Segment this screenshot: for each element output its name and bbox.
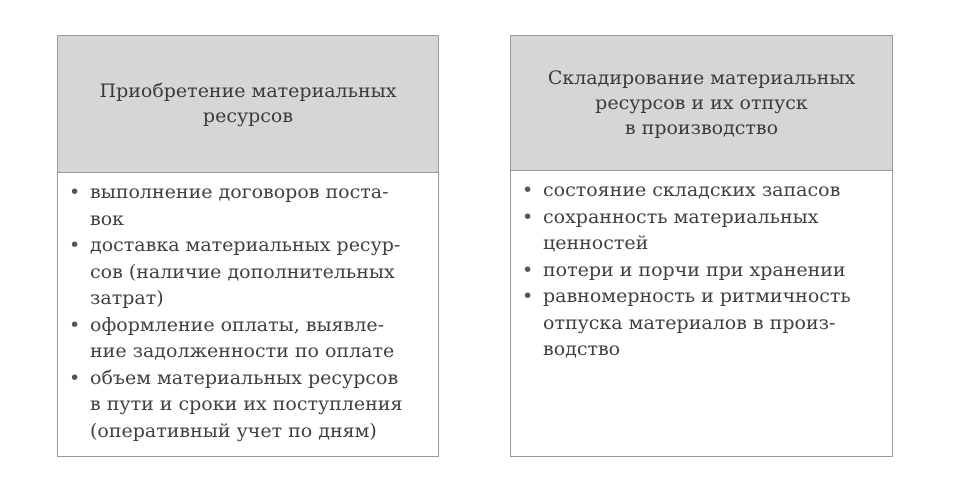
warehousing-panel-header bbox=[511, 36, 892, 171]
list-item-text: доставка материальных ресур- сов (наличие дополнительных затрат) bbox=[90, 234, 401, 309]
list-item bbox=[66, 312, 432, 365]
list-item-text: равномерность и ритмичность отпуска материалов в произ- водство bbox=[543, 285, 851, 360]
list-item bbox=[519, 177, 886, 204]
bullet-icon: • bbox=[522, 258, 534, 281]
bullet-icon: • bbox=[522, 205, 534, 228]
list-item bbox=[66, 365, 432, 445]
bullet-icon: • bbox=[522, 285, 534, 307]
warehousing-panel bbox=[510, 35, 893, 457]
acquisition-panel-title: Приобретение материальных ресурсов bbox=[99, 80, 397, 127]
bullet-icon: • bbox=[522, 179, 534, 201]
acquisition-panel bbox=[57, 35, 439, 457]
bullet-icon: • bbox=[69, 234, 81, 256]
list-item-text: оформление оплаты, выявле- ние задолженности по оплате bbox=[90, 313, 395, 362]
list-item bbox=[66, 179, 432, 232]
list-item bbox=[519, 257, 886, 284]
list-item-text: выполнение договоров поста- вок bbox=[90, 181, 389, 230]
list-item bbox=[66, 232, 432, 312]
bullet-icon: • bbox=[69, 366, 81, 389]
bullet-icon: • bbox=[69, 313, 81, 336]
bullet-icon: • bbox=[69, 181, 81, 203]
warehousing-factor-list bbox=[511, 171, 892, 363]
acquisition-panel-header bbox=[58, 36, 438, 173]
acquisition-factor-list bbox=[58, 173, 438, 444]
list-item-text: потери и порчи при хранении bbox=[543, 258, 846, 281]
list-item-text: объем материальных ресурсов в пути и сроки их поступления (оперативный учет по дням) bbox=[90, 366, 403, 442]
list-item bbox=[519, 283, 886, 363]
list-item bbox=[519, 204, 886, 257]
warehousing-panel-title: Складирование материальных ресурсов и их отпуск в производство bbox=[547, 66, 856, 139]
list-item-text: состояние складских запасов bbox=[543, 179, 841, 201]
list-item-text: сохранность материальных ценностей bbox=[543, 205, 819, 254]
